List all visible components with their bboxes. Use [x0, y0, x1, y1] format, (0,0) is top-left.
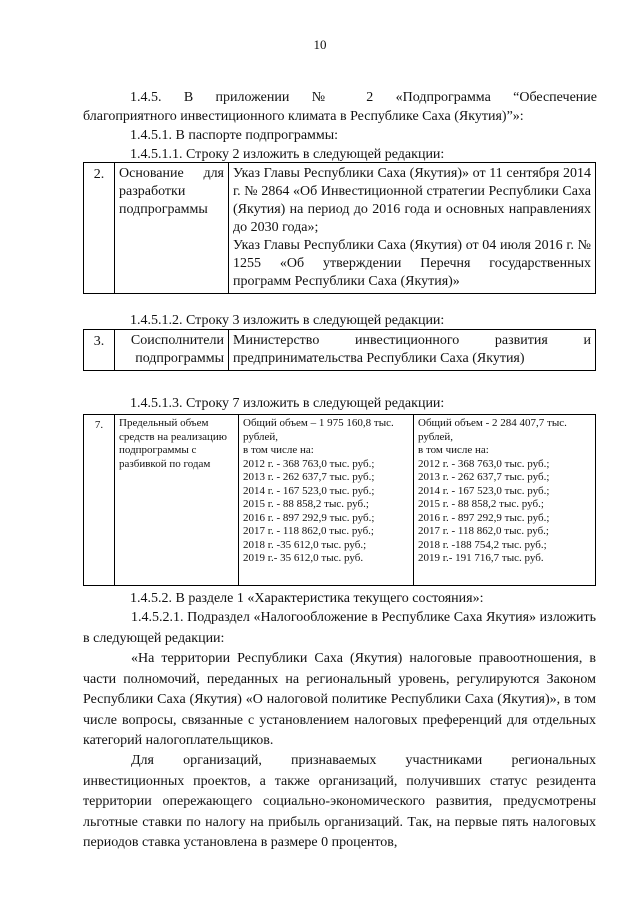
funding-old-2019: 2019 г.- 35 612,0 тыс. руб. [243, 552, 364, 564]
funding-new-including: в том числе на: [418, 444, 489, 456]
table-row-content: Министерство инвестиционного развития и предпринимательства Республики Саха (Якутия) [229, 330, 596, 371]
funding-new-total: Общий объем - 2 284 407,7 тыс. рублей, [418, 417, 567, 443]
funding-new-2019: 2019 г.- 191 716,7 тыс. руб. [418, 552, 544, 564]
table-row-number: 7. [84, 415, 115, 586]
table-row-2 [83, 162, 596, 294]
paragraph-1-4-5-2-1: 1.4.5.2.1. Подраздел «Налогообложение в Республике Саха Якутия» изложить в следующей редакции: [83, 610, 596, 646]
funding-old-including: в том числе на: [243, 444, 314, 456]
paragraph-1-4-5-1: 1.4.5.1. В паспорте подпрограммы: [130, 128, 339, 143]
paragraph-1-4-5: 1.4.5. В приложении № 2 «Подпрограмма “Обеспечение [130, 90, 597, 105]
funding-new-column [414, 415, 596, 586]
quote-paragraph-2: Для организаций, признаваемых участниками региональных инвестиционных проектов, а также организаций, получивших статус резидента территории опережающего социально-экономического развития, предусмотрены льготные ставки по налогу на прибыль организаций. Так, на первые пять налоговых периодов ставка установлена в размере 0 процентов, [83, 753, 596, 850]
table-row-number: 2. [84, 163, 115, 294]
funding-new-2018: 2018 г. -188 754,2 тыс. руб.; [418, 538, 547, 551]
funding-new-2016: 2016 г. - 897 292,9 тыс. руб.; [418, 511, 550, 524]
paragraph-1-4-5-1-3: 1.4.5.1.3. Строку 7 изложить в следующей редакции: [130, 396, 445, 411]
funding-new-2017: 2017 г. - 118 862,0 тыс. руб.; [418, 525, 549, 537]
funding-old-2013: 2013 г. - 262 637,7 тыс. руб.; [243, 471, 375, 483]
funding-new-2015: 2015 г. - 88 858,2 тыс. руб.; [418, 498, 544, 510]
funding-old-2014: 2014 г. - 167 523,0 тыс. руб.; [243, 484, 375, 497]
funding-new-2014: 2014 г. - 167 523,0 тыс. руб.; [418, 484, 550, 497]
funding-old-2012: 2012 г. - 368 763,0 тыс. руб.; [243, 457, 375, 470]
table-row-label: Основание для разработки подпрограммы [115, 163, 229, 294]
funding-new-2013: 2013 г. - 262 637,7 тыс. руб.; [418, 471, 550, 483]
funding-old-2015: 2015 г. - 88 858,2 тыс. руб.; [243, 498, 369, 510]
paragraph-1-4-5-1-2: 1.4.5.1.2. Строку 3 изложить в следующей редакции: [130, 313, 445, 328]
paragraph-1-4-5-1-1: 1.4.5.1.1. Строку 2 изложить в следующей редакции: [130, 147, 445, 162]
paragraph-1-4-5-2: 1.4.5.2. В разделе 1 «Характеристика текущего состояния»: [130, 591, 484, 606]
funding-old-2018: 2018 г. -35 612,0 тыс. руб.; [243, 538, 367, 551]
funding-old-2017: 2017 г. - 118 862,0 тыс. руб.; [243, 525, 374, 537]
quote-paragraph-1: «На территории Республики Саха (Якутия) налоговые правоотношения, в части полномочий, переданных на региональный уровень, регулируются Законом Республики Саха (Якутия) «О налоговой политике Республики Саха (Якутия)», в том числе вопросы, связанные с установлением налоговых преференций для отдельных категорий налогоплательщиков. [83, 651, 596, 748]
decree-2864-text: Указ Главы Республики Саха (Якутия)» от 11 сентября 2014 г. № 2864 «Об Инвестиционной стратегии Республики Саха (Якутия) на период до 2016 года и основных направлениях до 2030 года»; [233, 166, 591, 235]
table-row-content [229, 163, 596, 294]
table-row-number: 3. [84, 330, 115, 371]
table-row-label: Соисполнители подпрограммы [115, 330, 229, 371]
funding-new-2012: 2012 г. - 368 763,0 тыс. руб.; [418, 457, 550, 470]
table-row-7 [83, 414, 596, 586]
funding-old-column [239, 415, 414, 586]
page-number: 10 [313, 37, 327, 52]
decree-1255-text: Указ Главы Республики Саха (Якутия) от 04 июля 2016 г. № 1255 «Об утверждении Перечня государственных программ Республики Саха (Якутия)» [233, 238, 591, 289]
paragraph-1-4-5-cont: благоприятного инвестиционного климата в Республике Саха (Якутия)”»: [83, 109, 524, 124]
funding-old-total: Общий объем – 1 975 160,8 тыс. рублей, [243, 417, 394, 443]
table-row-label: Предельный объем средств на реализацию подпрограммы с разбивкой по годам [115, 415, 239, 586]
funding-old-2016: 2016 г. - 897 292,9 тыс. руб.; [243, 511, 375, 524]
table-row-3 [83, 329, 596, 371]
